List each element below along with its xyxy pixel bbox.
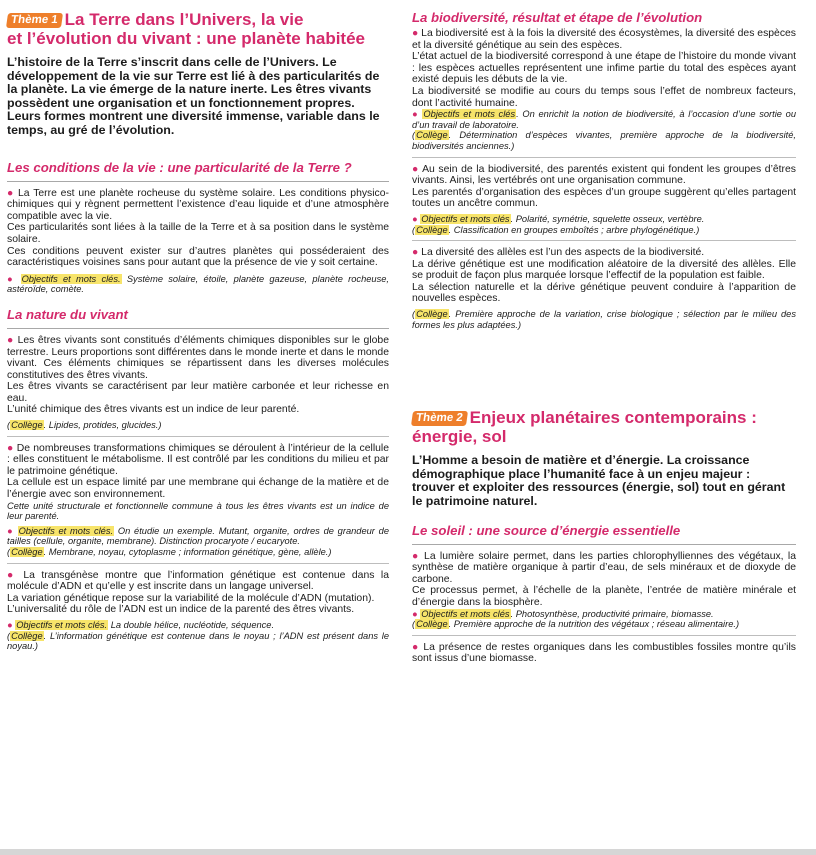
theme2-title-line1 <box>412 408 796 427</box>
college-text: . L’information génétique est contenue dans le noyau ; l’ADN est présent dans le noyau.) <box>7 630 389 652</box>
objectives-label: Objectifs et mots clés. <box>16 619 108 630</box>
theme1-title-text: La Terre dans l’Univers, la vie <box>64 10 304 29</box>
nature-p9: L’universalité du rôle de l’ADN est un indice de la parenté des êtres vivants. <box>7 604 355 616</box>
bullet-icon: ● <box>412 213 421 224</box>
bullet-icon: ● <box>412 550 425 562</box>
nature-p1 <box>7 335 389 381</box>
objectives-label: Objectifs et mots clés <box>421 213 510 224</box>
college-label: Collège <box>416 224 448 235</box>
soleil-p3-text: La présence de restes organiques dans les combustibles fossiles montre qu’ils sont issus d’une biomasse. <box>412 641 796 665</box>
bullet-icon: ● <box>412 163 423 175</box>
nature-p8: La variation génétique repose sur la variabilité de la molécule d’ADN (mutation). <box>7 592 375 604</box>
bio-college1: (Collège. Détermination d’espèces vivantes, première approche de la biodiversité, biodiversités anciennes.) <box>412 130 796 151</box>
divider <box>7 436 389 437</box>
theme2-title-text: Enjeux planétaires contemporains : <box>469 408 757 428</box>
bio-p6-text: La diversité des allèles est l’un des aspects de la biodiversité. <box>421 247 705 259</box>
theme2-badge: Thème 2 <box>411 411 468 426</box>
college-text: . Lipides, protides, glucides.) <box>43 420 162 431</box>
college-label: Collège <box>416 309 448 320</box>
conditions-p1 <box>7 188 389 223</box>
nature-p2: Les êtres vivants se caractérisent par leur matière carbonée et leur richesse en eau. <box>7 381 389 404</box>
bullet-icon: ● <box>412 641 424 653</box>
divider <box>412 157 796 158</box>
theme1-badge: Thème 1 <box>6 13 63 28</box>
nature-college2: (Collège. Membrane, noyau, cytoplasme ; information génétique, gène, allèle.) <box>7 547 332 557</box>
conditions-objectives <box>7 274 389 295</box>
bio-p3: La biodiversité se modifie au cours du temps sous l’effet de nombreux facteurs, dont l’activité humaine. <box>412 85 796 109</box>
objectives-label: Objectifs et mots clés. <box>18 525 114 536</box>
college-text: . Première approche de la variation, crise biologique ; sélection par le milieu des formes les plus adaptées.) <box>412 309 796 330</box>
section-biodiversite-title: La biodiversité, résultat et étape de l’évolution <box>412 10 703 25</box>
bio-objectives1 <box>412 109 796 130</box>
conditions-p3: Ces conditions peuvent exister sur d’autres planètes qui posséderaient des caractéristiques voisines sans pour autant que la présence de vie y soit certaine. <box>7 245 389 269</box>
objectives-text: . Polarité, symétrie, squelette osseux, vertèbre. <box>510 213 705 224</box>
nature-objectives3 <box>7 620 389 631</box>
bullet-icon: ● <box>412 28 422 39</box>
objectives-label: Objectifs et mots clés <box>421 608 510 619</box>
objectives-text: . Photosynthèse, productivité primaire, biomasse. <box>510 608 714 619</box>
page-bottom-edge <box>0 849 816 855</box>
nature-p4-text: De nombreuses transformations chimiques se déroulent à l’intérieur de la cellule : elles constituent le métabolisme. Il est contrôlé par les conditions du milieu et par le patrimoine génétique. <box>7 442 389 477</box>
soleil-objectives <box>412 609 796 620</box>
conditions-p2: Ces particularités sont liées à la taille de la Terre et à sa position dans le système solaire. <box>7 222 389 245</box>
college-text: . Classification en groupes emboîtés ; arbre phylogénétique.) <box>448 224 700 235</box>
objectives-text: . On enrichit la notion de biodiversité, à l’occasion d’une sortie ou d’un travail de laboratoire. <box>412 109 797 130</box>
bio-college2: (Collège. Classification en groupes emboîtés ; arbre phylogénétique.) <box>412 224 700 235</box>
college-label: Collège <box>11 547 43 557</box>
bio-p7: La dérive génétique est une modification aléatoire de la diversité des allèles. Elle se produit de façon plus marquée lorsque l’effectif de la population est faible. <box>412 258 796 282</box>
nature-p6: Cette unité structurale et fonctionnelle commune à tous les êtres vivants est un indice de leur parenté. <box>7 500 389 522</box>
bullet-icon: ● <box>7 569 24 581</box>
soleil-college: (Collège. Première approche de la nutrition des végétaux ; réseau alimentaire.) <box>412 619 740 630</box>
bio-p4-text: Au sein de la biodiversité, des parentés existent qui fondent les groupes d’êtres vivants. Ainsi, les vertébrés ont une organisation commune. <box>412 163 796 187</box>
soleil-p1 <box>412 551 796 586</box>
section-conditions-title: Les conditions de la vie : une particularité de la Terre ? <box>7 160 389 182</box>
bio-objectives2 <box>412 214 796 225</box>
college-label: Collège <box>11 420 43 431</box>
nature-college1: (Collège. Lipides, protides, glucides.) <box>7 420 162 431</box>
nature-p3: L’unité chimique des êtres vivants est un indice de leur parenté. <box>7 404 300 416</box>
soleil-p2: Ce processus permet, à l’échelle de la planète, l’entrée de matière minérale et d’énergie dans la biosphère. <box>412 585 796 608</box>
divider <box>7 563 389 564</box>
bullet-icon: ● <box>7 525 18 536</box>
divider <box>412 635 796 636</box>
theme1-title-line2: et l’évolution du vivant : une planète habitée <box>7 29 365 48</box>
bio-p5: Les parentés d’organisation des espèces d’un groupe suggèrent qu’elles partagent toutes un ancêtre commun. <box>412 186 796 210</box>
college-text: . Détermination d’espèces vivantes, première approche de la biodiversité, biodiversités anciennes.) <box>412 130 796 151</box>
conditions-p1-text: La Terre est une planète rocheuse du système solaire. Les conditions physico-chimiques qui y règnent permettent l’existence d’eau liquide et d’une atmosphère compatible avec la vie. <box>7 187 389 222</box>
college-label: Collège <box>11 630 43 641</box>
college-text: . Membrane, noyau, cytoplasme ; information génétique, gène, allèle.) <box>43 547 332 557</box>
theme2-title-line2: énergie, sol <box>412 427 507 447</box>
bullet-icon: ● <box>7 334 18 346</box>
divider <box>412 240 796 241</box>
objectives-text: On étudie un exemple. Mutant, organite, ordres de grandeur de tailles (cellule, organite, membrane). Distinction procaryote / eucaryote. <box>7 525 390 547</box>
college-label: Collège <box>416 619 448 630</box>
objectives-label: Objectifs et mots clés <box>423 109 516 120</box>
bullet-icon: ● <box>412 608 421 619</box>
soleil-p1-text: La lumière solaire permet, dans les parties chlorophylliennes des végétaux, la synthèse de matière organique à partir d’eau, de sels minéraux et de dioxyde de carbone. <box>412 550 796 585</box>
theme1-title-line1 <box>7 10 389 29</box>
right-column <box>412 10 796 665</box>
left-column <box>7 10 389 652</box>
bullet-icon: ● <box>412 109 423 120</box>
bio-p8: La sélection naturelle et la dérive génétique peuvent conduire à l’apparition de nouvelles espèces. <box>412 281 796 305</box>
nature-p4 <box>7 443 389 478</box>
nature-p1-text: Les êtres vivants sont constitués d’éléments chimiques disponibles sur le globe terrestre. Leurs proportions sont différentes dans le monde inerte et dans le monde vivant. Ces éléments chimiques se répartissent dans les diverses molécules constitutives des êtres vivants. <box>7 334 389 381</box>
soleil-p3 <box>412 642 796 665</box>
bio-p4 <box>412 164 796 187</box>
objectives-text: Système solaire, étoile, planète gazeuse, planète rocheuse, astéroïde, comète. <box>7 273 389 295</box>
bio-p1 <box>412 28 796 51</box>
nature-objectives2 <box>7 526 389 547</box>
section-soleil-title: Le soleil : une source d’énergie essentielle <box>412 523 796 545</box>
bio-p2: L’état actuel de la biodiversité correspond à une étape de l’histoire du monde vivant : les espèces actuelles représentent une infime partie du total des espèces ayant existé depuis les débuts de la vie. <box>412 51 796 86</box>
bullet-icon: ● <box>7 442 17 454</box>
section-nature-title: La nature du vivant <box>7 307 389 329</box>
bio-p6 <box>412 247 796 259</box>
objectives-label: Objectifs et mots clés. <box>21 273 121 284</box>
bullet-icon: ● <box>7 187 19 199</box>
bullet-icon: ● <box>7 273 21 284</box>
bullet-icon: ● <box>7 619 16 630</box>
college-label: Collège <box>416 130 448 141</box>
theme2-intro: L’Homme a besoin de matière et d’énergie. La croissance démographique place l’humanité face à un enjeu majeur : trouver et exploiter des ressources (énergie, sol) tout en gérant le patrimoine naturel. <box>412 453 786 509</box>
college-text: . Première approche de la nutrition des végétaux ; réseau alimentaire.) <box>448 619 740 630</box>
objectives-text: La double hélice, nucléotide, séquence. <box>108 619 275 630</box>
nature-p5: La cellule est un espace limité par une membrane qui échange de la matière et de l’énergie avec son environnement. <box>7 477 389 501</box>
bullet-icon: ● <box>412 247 422 259</box>
nature-college3: (Collège. L’information génétique est contenue dans le noyau ; l’ADN est présent dans le noyau.) <box>7 630 389 652</box>
nature-p7-text: La transgénèse montre que l’information génétique est contenue dans la molécule d’ADN et qu’elle y est inscrite dans un langage universel. <box>7 569 389 593</box>
bio-p1-text: La biodiversité est à la fois la diversité des écosystèmes, la diversité des espèces et la diversité génétique au sein des espèces. <box>412 28 796 51</box>
theme1-intro: L’histoire de la Terre s’inscrit dans celle de l’Univers. Le développement de la vie sur Terre est lié à des particularités de la planète. La vie émerge de la nature inerte. Les êtres vivants possèdent une organisation et un fonctionnement propres. Leurs formes montrent une diversité immense, variable dans le temps, au gré de l’évolution. <box>7 55 380 137</box>
bio-college3: (Collège. Première approche de la variation, crise biologique ; sélection par le milieu des formes les plus adaptées.) <box>412 309 796 330</box>
nature-p7 <box>7 570 389 593</box>
